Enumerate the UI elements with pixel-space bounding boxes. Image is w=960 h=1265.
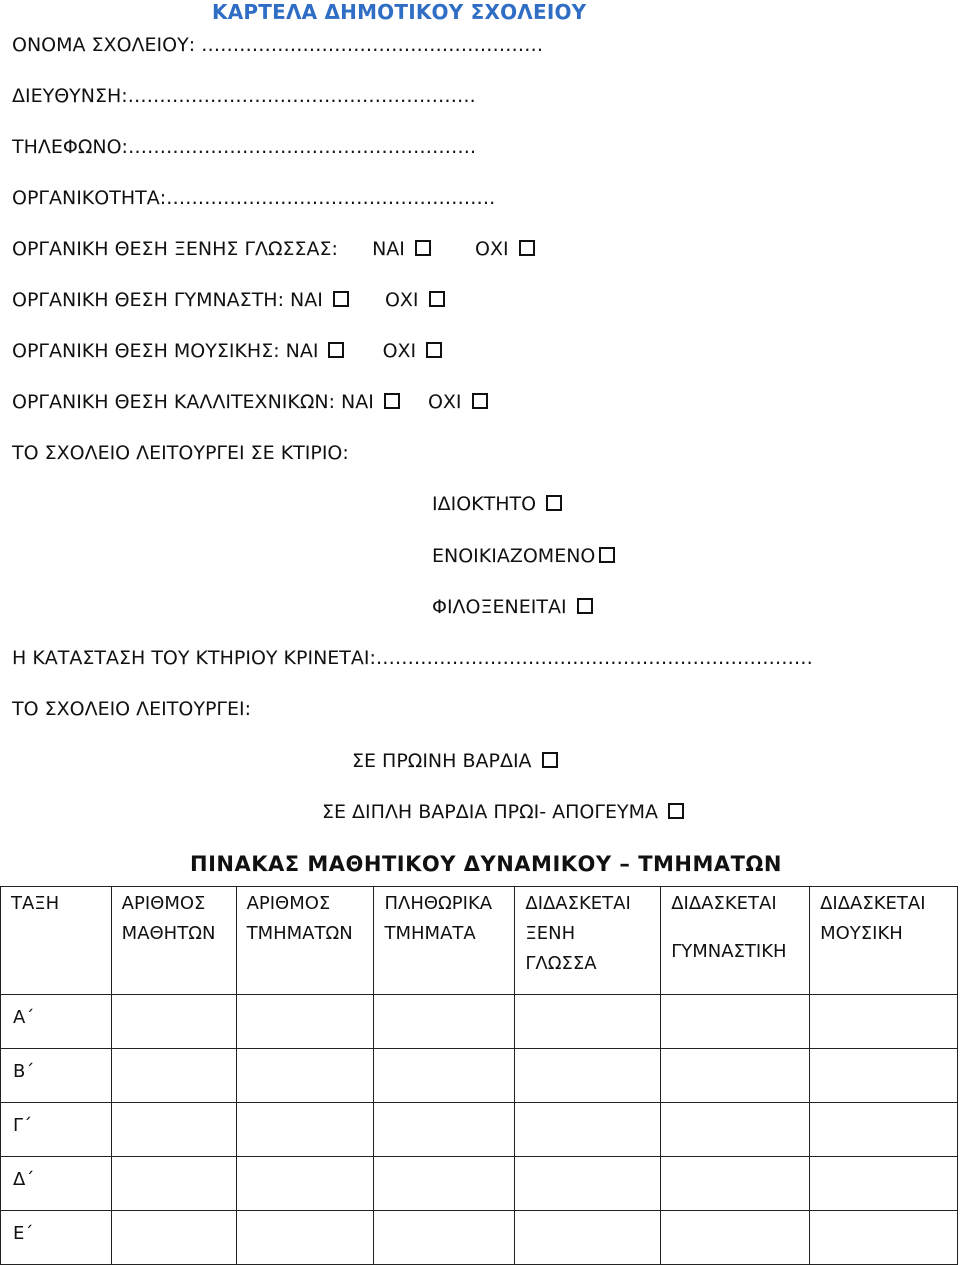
music-yes-checkbox[interactable] bbox=[328, 342, 344, 358]
header-overcrowded bbox=[374, 887, 515, 995]
header-students bbox=[111, 887, 236, 995]
table-cell[interactable] bbox=[810, 1157, 958, 1211]
double-shift-checkbox[interactable] bbox=[668, 803, 684, 819]
table-cell[interactable] bbox=[374, 1103, 515, 1157]
building-owned-label: ΙΔΙΟΚΤΗΤΟ bbox=[432, 493, 537, 515]
table-cell[interactable] bbox=[810, 1103, 958, 1157]
foreign-language-yes-label: ΝΑΙ bbox=[372, 238, 405, 260]
table-cell[interactable] bbox=[661, 995, 810, 1049]
building-label: ΤΟ ΣΧΟΛΕΙΟ ΛΕΙΤΟΥΡΓΕΙ ΣΕ ΚΤΙΡΙΟ: bbox=[12, 442, 349, 464]
arts-label: ΟΡΓΑΝΙΚΗ ΘΕΣΗ ΚΑΛΛΙΤΕΧΝΙΚΩΝ: bbox=[12, 391, 335, 413]
table-cell[interactable] bbox=[810, 995, 958, 1049]
foreign-language-no-label: ΟΧΙ bbox=[474, 238, 509, 260]
table-cell[interactable] bbox=[515, 1049, 661, 1103]
header-music bbox=[810, 887, 958, 995]
building-rented-option bbox=[432, 545, 621, 567]
header-sections bbox=[236, 887, 374, 995]
gymnast-no-label: ΟΧΙ bbox=[384, 289, 419, 311]
students-table bbox=[0, 886, 958, 1265]
table-cell[interactable] bbox=[111, 1103, 236, 1157]
gymnast-row bbox=[12, 289, 451, 311]
morning-shift-label: ΣΕ ΠΡΩΙΝΗ ΒΑΡΔΙΑ bbox=[352, 750, 532, 772]
header-music-line2: ΜΟΥΣΙΚΗ bbox=[820, 923, 903, 944]
foreign-language-no-checkbox[interactable] bbox=[519, 240, 535, 256]
header-class bbox=[1, 887, 112, 995]
header-students-line2: ΜΑΘΗΤΩΝ bbox=[121, 923, 216, 944]
address-field[interactable]: ΔΙΕΥΘΥΝΣΗ:………………………………………………. bbox=[12, 85, 476, 107]
header-foreign-language-line3: ΓΛΩΣΣΑ bbox=[525, 953, 597, 974]
table-cell[interactable] bbox=[661, 1211, 810, 1265]
building-rented-checkbox[interactable] bbox=[599, 547, 615, 563]
double-shift-label: ΣΕ ΔΙΠΛΗ ΒΑΡΔΙΑ ΠΡΩΙ- ΑΠΟΓΕΥΜΑ bbox=[322, 801, 658, 823]
table-cell[interactable] bbox=[810, 1049, 958, 1103]
row-class-label: Ε΄ bbox=[1, 1211, 112, 1265]
page-title: ΚΑΡΤΕΛΑ ΔΗΜΟΤΙΚΟΥ ΣΧΟΛΕΙΟΥ bbox=[212, 0, 587, 24]
table-cell[interactable] bbox=[374, 995, 515, 1049]
header-foreign-language-line1: ΔΙΔΑΣΚΕΤΑΙ bbox=[525, 893, 631, 914]
building-rented-label: ΕΝΟΙΚΙΑΖΟΜΕΝΟ bbox=[432, 545, 596, 567]
arts-yes-checkbox[interactable] bbox=[384, 393, 400, 409]
table-row bbox=[1, 1211, 958, 1265]
table-cell[interactable] bbox=[236, 1103, 374, 1157]
header-overcrowded-line1: ΠΛΗΘΩΡΙΚΑ bbox=[384, 893, 493, 914]
music-yes-label: ΝΑΙ bbox=[285, 340, 319, 362]
arts-row bbox=[12, 391, 494, 413]
building-owned-checkbox[interactable] bbox=[546, 495, 562, 511]
gymnast-yes-label: ΝΑΙ bbox=[290, 289, 323, 311]
table-cell[interactable] bbox=[236, 1157, 374, 1211]
table-row bbox=[1, 995, 958, 1049]
foreign-language-row bbox=[12, 238, 541, 260]
organikotita-field[interactable]: ΟΡΓΑΝΙΚΟΤΗΤΑ:……………………………………………. bbox=[12, 187, 496, 209]
building-hosted-label: ΦΙΛΟΞΕΝΕΙΤΑΙ bbox=[432, 596, 567, 618]
building-hosted-option bbox=[432, 596, 599, 618]
arts-no-label: ΟΧΙ bbox=[427, 391, 462, 413]
row-class-label: Β΄ bbox=[1, 1049, 112, 1103]
table-cell[interactable] bbox=[810, 1211, 958, 1265]
double-shift-option bbox=[322, 801, 690, 823]
building-condition-field[interactable]: Η ΚΑΤΑΣΤΑΣΗ ΤΟΥ ΚΤΗΡΙΟΥ ΚΡΙΝΕΤΑΙ:…………………………………………………………… bbox=[12, 647, 813, 669]
table-cell[interactable] bbox=[236, 1211, 374, 1265]
header-gymnastics bbox=[661, 887, 810, 995]
table-title: ΠΙΝΑΚΑΣ ΜΑΘΗΤΙΚΟΥ ΔΥΝΑΜΙΚΟΥ – ΤΜΗΜΑΤΩΝ bbox=[190, 852, 782, 876]
foreign-language-yes-checkbox[interactable] bbox=[415, 240, 431, 256]
table-cell[interactable] bbox=[661, 1049, 810, 1103]
header-sections-line2: ΤΜΗΜΑΤΩΝ bbox=[246, 923, 353, 944]
table-row bbox=[1, 1103, 958, 1157]
foreign-language-label: ΟΡΓΑΝΙΚΗ ΘΕΣΗ ΞΕΝΗΣ ΓΛΩΣΣΑΣ: bbox=[12, 238, 338, 260]
header-gymnastics-line1: ΔΙΔΑΣΚΕΤΑΙ bbox=[671, 893, 777, 914]
school-name-field[interactable]: ΟΝΟΜΑ ΣΧΟΛΕΙΟΥ: ……………………………………………… bbox=[12, 34, 544, 56]
gymnast-yes-checkbox[interactable] bbox=[333, 291, 349, 307]
row-class-label: Γ΄ bbox=[1, 1103, 112, 1157]
header-foreign-language-line2: ΞΕΝΗ bbox=[525, 923, 576, 944]
music-row bbox=[12, 340, 448, 362]
table-cell[interactable] bbox=[374, 1211, 515, 1265]
table-cell[interactable] bbox=[374, 1157, 515, 1211]
table-cell[interactable] bbox=[515, 995, 661, 1049]
table-cell[interactable] bbox=[661, 1157, 810, 1211]
header-music-line1: ΔΙΔΑΣΚΕΤΑΙ bbox=[820, 893, 926, 914]
table-cell[interactable] bbox=[515, 1157, 661, 1211]
arts-yes-label: ΝΑΙ bbox=[341, 391, 374, 413]
header-overcrowded-line2: ΤΜΗΜΑΤΑ bbox=[384, 923, 476, 944]
header-foreign-language bbox=[515, 887, 661, 995]
row-class-label: Α΄ bbox=[1, 995, 112, 1049]
table-cell[interactable] bbox=[374, 1049, 515, 1103]
row-class-label: Δ΄ bbox=[1, 1157, 112, 1211]
gymnast-label: ΟΡΓΑΝΙΚΗ ΘΕΣΗ ΓΥΜΝΑΣΤΗ: bbox=[12, 289, 284, 311]
table-cell[interactable] bbox=[661, 1103, 810, 1157]
table-row bbox=[1, 1049, 958, 1103]
building-hosted-checkbox[interactable] bbox=[577, 598, 593, 614]
header-class-label: ΤΑΞΗ bbox=[11, 893, 60, 914]
music-label: ΟΡΓΑΝΙΚΗ ΘΕΣΗ ΜΟΥΣΙΚΗΣ: bbox=[12, 340, 280, 362]
table-cell[interactable] bbox=[111, 1157, 236, 1211]
morning-shift-checkbox[interactable] bbox=[542, 752, 558, 768]
table-cell[interactable] bbox=[111, 1049, 236, 1103]
table-header-row bbox=[1, 887, 958, 995]
table-cell[interactable] bbox=[515, 1103, 661, 1157]
building-owned-option bbox=[432, 493, 568, 515]
music-no-checkbox[interactable] bbox=[426, 342, 442, 358]
shift-label: ΤΟ ΣΧΟΛΕΙΟ ΛΕΙΤΟΥΡΓΕΙ: bbox=[12, 698, 252, 720]
table-cell[interactable] bbox=[236, 1049, 374, 1103]
morning-shift-option bbox=[352, 750, 564, 772]
table-cell[interactable] bbox=[236, 995, 374, 1049]
header-sections-line1: ΑΡΙΘΜΟΣ bbox=[246, 893, 331, 914]
arts-no-checkbox[interactable] bbox=[472, 393, 488, 409]
table-cell[interactable] bbox=[111, 995, 236, 1049]
table-cell[interactable] bbox=[111, 1211, 236, 1265]
gymnast-no-checkbox[interactable] bbox=[429, 291, 445, 307]
header-students-line1: ΑΡΙΘΜΟΣ bbox=[121, 893, 206, 914]
phone-field[interactable]: ΤΗΛΕΦΩΝΟ:………………………………………………. bbox=[12, 136, 476, 158]
table-row bbox=[1, 1157, 958, 1211]
music-no-label: ΟΧΙ bbox=[382, 340, 417, 362]
header-gymnastics-line2: ΓΥΜΝΑΣΤΙΚΗ bbox=[671, 941, 787, 962]
table-cell[interactable] bbox=[515, 1211, 661, 1265]
